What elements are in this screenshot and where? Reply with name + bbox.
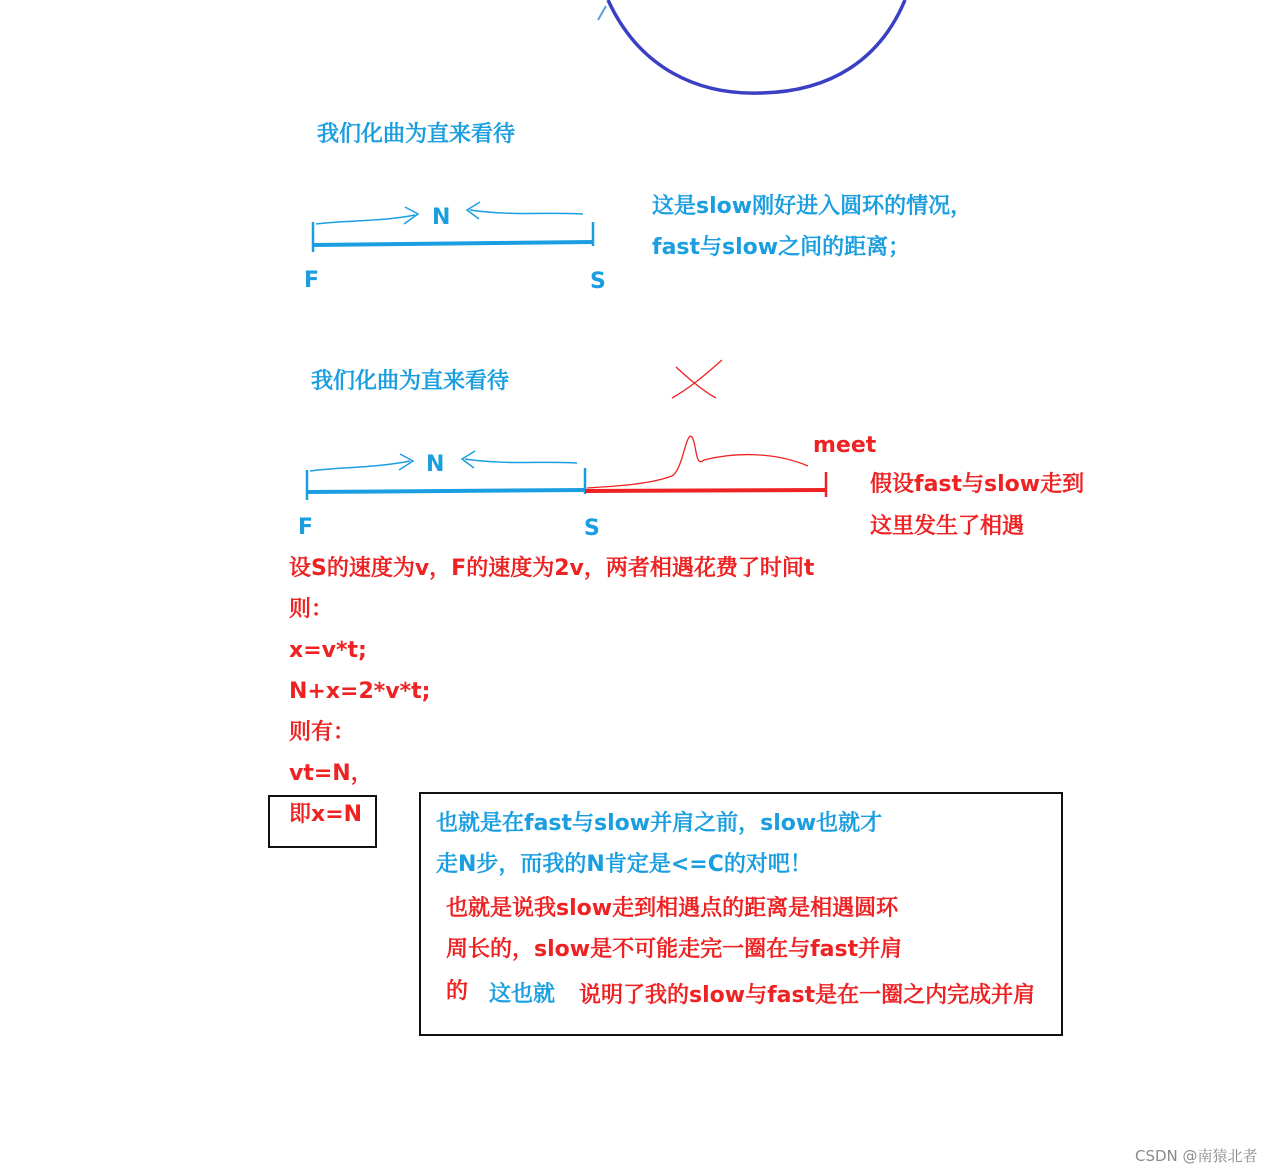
conclusion-blue-line2: 走N步，而我的N肯定是<=C的对吧！ [436, 852, 812, 877]
arrow-2-left [462, 451, 577, 468]
derivation-line3: x=v*t; [289, 638, 367, 663]
conclusion-red-line3a: 的 [446, 979, 469, 1004]
ring-arc [608, 0, 905, 93]
cross-mark [672, 360, 722, 398]
section1-label-n: N [432, 205, 451, 230]
derivation-line1: 设S的速度为v，F的速度为2v，两者相遇花费了时间t [289, 556, 815, 581]
section1-label-s: S [590, 269, 606, 294]
section2-label-f: F [298, 515, 314, 540]
section2-assume-line1: 假设fast与slow走到 [870, 472, 1085, 497]
derivation-line5: 则有： [289, 720, 356, 745]
conclusion-blue-line3: 这也就 [489, 982, 556, 1007]
derivation-line2: 则： [289, 597, 334, 622]
section2-heading: 我们化曲为直来看待 [311, 369, 510, 394]
arrow-1-left [467, 202, 583, 219]
red-curve [587, 436, 808, 488]
section1-heading: 我们化曲为直来看待 [317, 122, 516, 147]
section2-label-meet: meet [813, 433, 877, 458]
arrow-1-right [316, 207, 418, 224]
conclusion-red-line3b: 说明了我的slow与fast是在一圈之内完成并肩 [579, 983, 1036, 1008]
arrow-2-right [310, 454, 413, 471]
conclusion-blue-line1: 也就是在fast与slow并肩之前，slow也就才 [436, 811, 883, 836]
small-tick-mark [598, 6, 606, 20]
watermark: CSDN @南猿北者 [1135, 1147, 1258, 1165]
derivation-line6: vt=N， [289, 761, 373, 786]
conclusion-red-line2: 周长的，slow是不可能走完一圈在与fast并肩 [446, 937, 903, 962]
section1-desc-line1: 这是slow刚好进入圆环的情况， [652, 194, 973, 219]
segment-1-line [313, 242, 593, 245]
segment-2-red-line [585, 490, 826, 491]
section2-assume-line2: 这里发生了相遇 [870, 514, 1025, 539]
section2-label-s: S [584, 516, 600, 541]
derivation-line4: N+x=2*v*t; [289, 679, 431, 704]
conclusion-red-line1: 也就是说我slow走到相遇点的距离是相遇圆环 [446, 896, 899, 921]
segment-2-blue-line [307, 490, 585, 492]
section2-label-n: N [426, 452, 445, 477]
boxed-equation: 即x=N [289, 802, 363, 827]
section1-desc-line2: fast与slow之间的距离； [652, 235, 911, 260]
section1-label-f: F [304, 268, 320, 293]
